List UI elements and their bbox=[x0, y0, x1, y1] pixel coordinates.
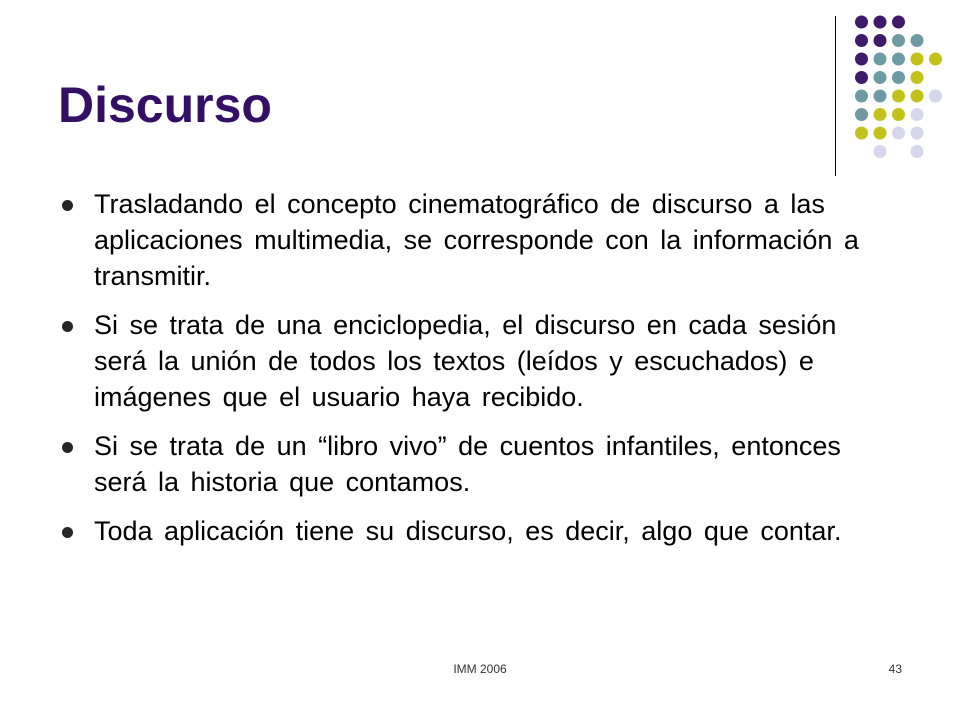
decorative-dot bbox=[911, 90, 924, 103]
bullet-dot-icon bbox=[62, 200, 73, 211]
bullet-item bbox=[60, 428, 900, 500]
decorative-dot bbox=[911, 34, 924, 47]
decorative-dot bbox=[892, 90, 905, 103]
decorative-dot bbox=[911, 71, 924, 84]
bullet-text: Trasladando el concepto cinematográfico de discurso a las aplicaciones multimedia, se corresponde con la información a transmitir. bbox=[94, 189, 859, 291]
decorative-dot bbox=[874, 90, 887, 103]
decorative-dot bbox=[892, 108, 905, 121]
decorative-dot bbox=[911, 145, 924, 158]
bullet-text: Toda aplicación tiene su discurso, es decir, algo que contar. bbox=[94, 516, 842, 546]
decorative-dot bbox=[892, 34, 905, 47]
decorative-dot bbox=[855, 16, 868, 29]
decorative-dot bbox=[855, 71, 868, 84]
decorative-dot bbox=[855, 34, 868, 47]
decorative-dot bbox=[855, 108, 868, 121]
decorative-dot bbox=[929, 53, 942, 66]
decorative-dot bbox=[855, 127, 868, 140]
decorative-dot bbox=[874, 108, 887, 121]
decorative-dot bbox=[874, 34, 887, 47]
decorative-dot bbox=[874, 53, 887, 66]
bullet-item bbox=[60, 307, 900, 415]
decorative-dot bbox=[874, 16, 887, 29]
bullet-item bbox=[60, 186, 900, 294]
bullet-text: Si se trata de una enciclopedia, el discurso en cada sesión será la unión de todos los textos (leídos y escuchados) e imágenes que el usuario haya recibido. bbox=[94, 310, 837, 412]
decorative-dot bbox=[892, 127, 905, 140]
page-number: 43 bbox=[888, 662, 902, 676]
bullet-dot-icon bbox=[62, 442, 73, 453]
decorative-dot bbox=[892, 71, 905, 84]
decorative-dot bbox=[874, 145, 887, 158]
decorative-dot bbox=[892, 16, 905, 29]
decorative-dot bbox=[911, 108, 924, 121]
decorative-dot bbox=[929, 90, 942, 103]
decorative-dot bbox=[874, 127, 887, 140]
bullet-text: Si se trata de un “libro vivo” de cuentos infantiles, entonces será la historia que contamos. bbox=[94, 431, 841, 497]
decorative-dot bbox=[892, 53, 905, 66]
vertical-divider bbox=[835, 16, 836, 176]
bullet-dot-icon bbox=[62, 527, 73, 538]
decorative-dot bbox=[911, 127, 924, 140]
decorative-dot bbox=[874, 71, 887, 84]
decorative-dot bbox=[855, 90, 868, 103]
bullet-list bbox=[60, 186, 900, 562]
slide-title: Discurso bbox=[58, 77, 272, 133]
decorative-dot bbox=[855, 53, 868, 66]
bullet-dot-icon bbox=[62, 321, 73, 332]
decorative-dot bbox=[911, 53, 924, 66]
footer-text: IMM 2006 bbox=[453, 662, 507, 676]
bullet-item bbox=[60, 513, 900, 549]
